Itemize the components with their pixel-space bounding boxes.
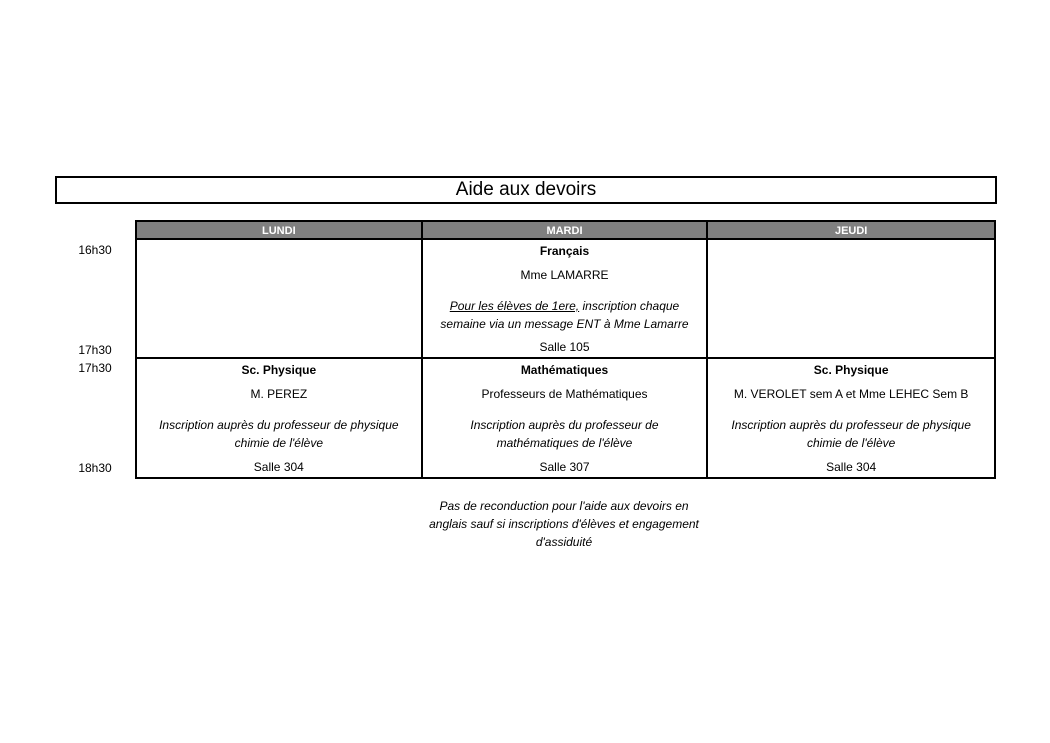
column-header-lundi: LUNDI xyxy=(137,222,423,240)
teacher-label: M. VEROLET sem A et Mme LEHEC Sem B xyxy=(733,386,969,401)
column-header-mardi: MARDI xyxy=(423,222,709,240)
registration-note xyxy=(434,297,694,333)
column-header-jeudi: JEUDI xyxy=(708,222,994,240)
subject-label: Mathématiques xyxy=(520,362,609,377)
cell-mardi-slot2 xyxy=(423,359,709,478)
registration-note: Inscription auprès du professeur de physique chimie de l'élève xyxy=(159,417,399,450)
teacher-label: Mme LAMARRE xyxy=(520,268,609,282)
subject-label: Sc. Physique xyxy=(241,362,317,377)
room-label: Salle 304 xyxy=(253,460,304,474)
teacher-label: M. PEREZ xyxy=(250,386,308,401)
cell-mardi-slot1 xyxy=(423,240,709,359)
room-label: Salle 307 xyxy=(539,460,590,474)
subject-label: Sc. Physique xyxy=(813,362,889,377)
room-label: Salle 105 xyxy=(539,339,590,354)
schedule-table xyxy=(135,220,996,479)
registration-note: Inscription auprès du professeur de physique chimie de l'élève xyxy=(731,417,971,450)
registration-note: Inscription auprès du professeur de mathématiques de l'élève xyxy=(470,417,659,450)
teacher-label: Professeurs de Mathématiques xyxy=(481,386,648,401)
page-title: Aide aux devoirs xyxy=(55,176,997,204)
time-label: 16h30 xyxy=(78,243,112,257)
note-underlined: Pour les élèves de 1ere, xyxy=(449,299,580,313)
note-text: inscription chaque semaine via un message ENT à Mme Lamarre xyxy=(440,299,689,331)
time-label: 17h30 xyxy=(78,343,112,357)
cell-lundi-slot1 xyxy=(137,240,423,359)
cell-jeudi-slot1 xyxy=(708,240,994,359)
cell-jeudi-slot2 xyxy=(708,359,994,478)
time-label: 18h30 xyxy=(78,461,112,475)
room-label: Salle 304 xyxy=(826,460,877,474)
cell-lundi-slot2 xyxy=(137,359,423,478)
subject-label: Français xyxy=(539,244,590,258)
footer-note: Pas de reconduction pour l'aide aux devoirs en anglais sauf si inscriptions d'élèves et engagement d'assiduité xyxy=(429,499,699,549)
time-label: 17h30 xyxy=(78,361,112,375)
